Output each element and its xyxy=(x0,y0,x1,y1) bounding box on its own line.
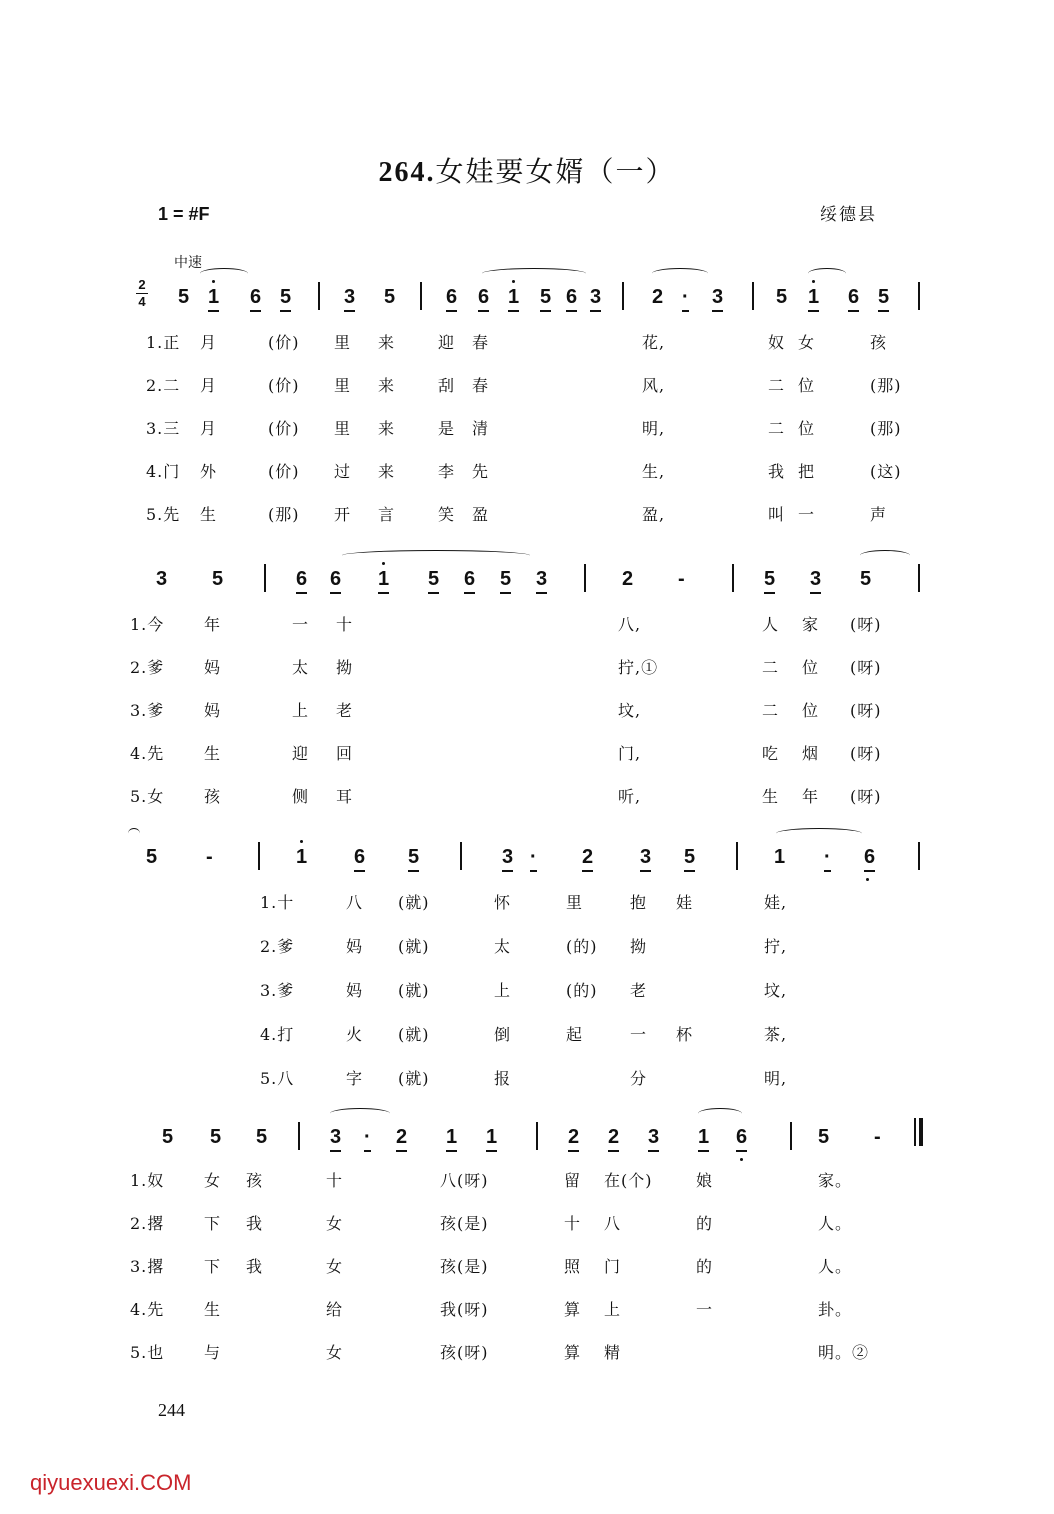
bar-line xyxy=(318,282,320,310)
lyric-syllable: 李 xyxy=(438,462,456,481)
bar-line xyxy=(584,564,586,592)
lyric-syllable: 娃 xyxy=(676,893,694,912)
jianpu-note: 1 xyxy=(446,1126,457,1152)
lyric-syllable: 上 xyxy=(604,1300,622,1319)
lyric-syllable: 娘 xyxy=(696,1171,714,1190)
jianpu-note: 6 xyxy=(864,846,875,872)
lyric-syllable: 老 xyxy=(630,981,648,1000)
lyric-syllable: (那) xyxy=(268,505,300,524)
lyric-syllable: (就) xyxy=(398,1025,430,1044)
lyric-syllable: 1.正 xyxy=(146,333,181,352)
lyric-syllable: 2.二 xyxy=(146,376,181,395)
lyric-syllable: 二 xyxy=(768,419,786,438)
lyric-syllable: 给 xyxy=(326,1300,344,1319)
jianpu-note: - xyxy=(874,1126,881,1148)
jianpu-note: 5 xyxy=(500,568,511,594)
lyric-syllable: 里 xyxy=(334,376,352,395)
lyric-syllable: 过 xyxy=(334,462,352,481)
lyric-syllable: 孩(是) xyxy=(440,1214,489,1233)
key-signature: 1 = #F xyxy=(158,204,210,224)
lyric-syllable: 精 xyxy=(604,1343,622,1362)
lyric-syllable: 4.先 xyxy=(130,1300,165,1319)
lyric-syllable: 刮 xyxy=(438,376,456,395)
lyric-syllable: 耳 xyxy=(336,787,354,806)
jianpu-note: 1 xyxy=(208,286,219,312)
lyric-syllable: 坟, xyxy=(618,701,642,720)
lyric-syllable: 叫 xyxy=(768,505,786,524)
lyric-syllable: 里 xyxy=(566,893,584,912)
lyric-syllable: 怀 xyxy=(494,893,512,912)
lyric-syllable: 里 xyxy=(334,419,352,438)
lyric-syllable: 下 xyxy=(204,1214,222,1233)
lyric-syllable: 女 xyxy=(326,1257,344,1276)
lyric-syllable: 明, xyxy=(764,1069,788,1088)
bar-line xyxy=(460,842,462,870)
jianpu-note: 1 xyxy=(378,568,389,594)
lyric-syllable: (价) xyxy=(268,376,300,395)
jianpu-note: 2 xyxy=(622,568,634,590)
lyric-syllable: 一 xyxy=(798,505,816,524)
jianpu-note: 1 xyxy=(508,286,519,312)
lyric-syllable: 太 xyxy=(494,937,512,956)
lyric-syllable: 拧,① xyxy=(618,658,659,677)
lyric-syllable: 4.门 xyxy=(146,462,181,481)
jianpu-note: 2 xyxy=(396,1126,407,1152)
lyric-syllable: 下 xyxy=(204,1257,222,1276)
jianpu-note: 6 xyxy=(354,846,365,872)
lyric-syllable: 笑 xyxy=(438,505,456,524)
lyric-syllable: 回 xyxy=(336,744,354,763)
lyric-syllable: (价) xyxy=(268,462,300,481)
lyric-syllable: (呀) xyxy=(850,615,882,634)
bar-line xyxy=(918,564,920,592)
slur xyxy=(808,268,846,279)
jianpu-note: 5 xyxy=(210,1126,222,1148)
jianpu-note: 5 xyxy=(384,286,396,308)
lyric-syllable: 女 xyxy=(326,1214,344,1233)
lyric-syllable: 门 xyxy=(604,1257,622,1276)
lyric-syllable: 月 xyxy=(200,419,218,438)
lyric-syllable: 我(呀) xyxy=(440,1300,489,1319)
lyric-syllable: 位 xyxy=(798,376,816,395)
lyric-syllable: 门, xyxy=(618,744,642,763)
jianpu-note: 3 xyxy=(156,568,168,590)
lyric-syllable: 八, xyxy=(618,615,642,634)
time-sig-bottom: 4 xyxy=(138,294,146,309)
lyric-syllable: 女 xyxy=(204,1171,222,1190)
jianpu-note: 1 xyxy=(698,1126,709,1152)
lyric-syllable: 花, xyxy=(642,333,666,352)
lyric-syllable: 妈 xyxy=(346,981,364,1000)
lyric-syllable: 一 xyxy=(696,1300,714,1319)
lyric-syllable: 照 xyxy=(564,1257,582,1276)
lyric-syllable: 烟 xyxy=(802,744,820,763)
lyric-syllable: 娃, xyxy=(764,893,788,912)
high-octave-dot xyxy=(512,280,515,283)
lyric-syllable: 分 xyxy=(630,1069,648,1088)
lyric-syllable: 3.爹 xyxy=(260,981,295,1000)
lyric-syllable: 2.爹 xyxy=(260,937,295,956)
lyric-syllable: 5.也 xyxy=(130,1343,165,1362)
lyric-syllable: 老 xyxy=(336,701,354,720)
lyric-syllable: (就) xyxy=(398,937,430,956)
lyric-syllable: 八(呀) xyxy=(440,1171,489,1190)
lyric-syllable: 吃 xyxy=(762,744,780,763)
lyric-syllable: 人 xyxy=(762,615,780,634)
lyric-syllable: 位 xyxy=(802,701,820,720)
lyric-syllable: 来 xyxy=(378,333,396,352)
lyric-syllable: 盈, xyxy=(642,505,666,524)
lyric-syllable: 十 xyxy=(336,615,354,634)
jianpu-note: 3 xyxy=(810,568,821,594)
bar-line xyxy=(790,1122,792,1150)
lyric-syllable: (价) xyxy=(268,333,300,352)
jianpu-note: 2 xyxy=(582,846,593,872)
lyric-syllable: (那) xyxy=(870,376,902,395)
jianpu-note: 5 xyxy=(776,286,788,308)
lyric-syllable: 人。 xyxy=(818,1257,853,1276)
bar-line xyxy=(258,842,260,870)
song-number: 264. xyxy=(378,157,436,188)
jianpu-note: 5 xyxy=(178,286,190,308)
jianpu-note: 6 xyxy=(330,568,341,594)
lyric-syllable: 留 xyxy=(564,1171,582,1190)
lyric-syllable: 二 xyxy=(768,376,786,395)
low-octave-dot xyxy=(740,1158,743,1161)
lyric-syllable: 在(个) xyxy=(604,1171,653,1190)
time-sig-top: 2 xyxy=(138,277,146,292)
page-number: 244 xyxy=(158,1400,185,1420)
bar-line xyxy=(298,1122,300,1150)
lyric-syllable: 算 xyxy=(564,1300,582,1319)
lyric-syllable: 起 xyxy=(566,1025,584,1044)
high-octave-dot xyxy=(212,280,215,283)
jianpu-note: 3 xyxy=(536,568,547,594)
bar-line xyxy=(918,282,920,310)
jianpu-note: 3 xyxy=(712,286,723,312)
lyric-syllable: 十 xyxy=(326,1171,344,1190)
slur xyxy=(698,1108,742,1119)
jianpu-note: 6 xyxy=(446,286,457,312)
slur xyxy=(330,1108,390,1119)
jianpu-note: · xyxy=(530,846,537,872)
lyric-syllable: 春 xyxy=(472,376,490,395)
lyric-syllable: 月 xyxy=(200,333,218,352)
jianpu-note: 5 xyxy=(280,286,291,312)
final-bar-thick xyxy=(919,1118,923,1146)
lyric-syllable: 3.撂 xyxy=(130,1257,165,1276)
lyric-syllable: 外 xyxy=(200,462,218,481)
lyric-syllable: 报 xyxy=(494,1069,512,1088)
lyric-syllable: 坟, xyxy=(764,981,788,1000)
lyric-syllable: (呀) xyxy=(850,787,882,806)
lyric-syllable: 迎 xyxy=(438,333,456,352)
lyric-syllable: (就) xyxy=(398,1069,430,1088)
lyric-syllable: (的) xyxy=(566,981,598,1000)
jianpu-note: 5 xyxy=(818,1126,830,1148)
lyric-syllable: 倒 xyxy=(494,1025,512,1044)
lyric-syllable: 八 xyxy=(346,893,364,912)
lyric-syllable: 年 xyxy=(204,615,222,634)
jianpu-note: 5 xyxy=(162,1126,174,1148)
bar-line xyxy=(420,282,422,310)
lyric-syllable: 孩(呀) xyxy=(440,1343,489,1362)
lyric-syllable: 我 xyxy=(246,1257,264,1276)
final-bar-thin xyxy=(914,1118,916,1146)
bar-line xyxy=(918,842,920,870)
lyric-syllable: 拗 xyxy=(630,937,648,956)
slur xyxy=(200,268,248,279)
lyric-syllable: 生 xyxy=(204,1300,222,1319)
lyric-syllable: 家。 xyxy=(818,1171,853,1190)
jianpu-note: 6 xyxy=(736,1126,747,1152)
lyric-syllable: (就) xyxy=(398,893,430,912)
jianpu-note: 1 xyxy=(808,286,819,312)
tempo-marking: 中速 xyxy=(174,255,202,271)
lyric-syllable: 妈 xyxy=(204,701,222,720)
lyric-syllable: 杯 xyxy=(676,1025,694,1044)
jianpu-note: 5 xyxy=(146,846,158,868)
lyric-syllable: (呀) xyxy=(850,658,882,677)
jianpu-note: - xyxy=(678,568,685,590)
lyric-syllable: 十 xyxy=(564,1214,582,1233)
lyric-syllable: 火 xyxy=(346,1025,364,1044)
lyric-syllable: 一 xyxy=(630,1025,648,1044)
lyric-syllable: 一 xyxy=(292,615,310,634)
lyric-syllable: 先 xyxy=(472,462,490,481)
lyric-syllable: 八 xyxy=(604,1214,622,1233)
jianpu-note: 6 xyxy=(250,286,261,312)
high-octave-dot xyxy=(382,562,385,565)
lyric-syllable: 风, xyxy=(642,376,666,395)
lyric-syllable: 盈 xyxy=(472,505,490,524)
lyric-syllable: (呀) xyxy=(850,744,882,763)
jianpu-note: 1 xyxy=(296,846,308,868)
jianpu-note: 5 xyxy=(428,568,439,594)
jianpu-note: · xyxy=(364,1126,371,1152)
jianpu-note: 6 xyxy=(848,286,859,312)
slur xyxy=(342,550,530,561)
lyric-syllable: 侧 xyxy=(292,787,310,806)
lyric-syllable: 春 xyxy=(472,333,490,352)
lyric-syllable: 5.女 xyxy=(130,787,165,806)
jianpu-note: 6 xyxy=(478,286,489,312)
jianpu-note: 2 xyxy=(608,1126,619,1152)
lyric-syllable: 的 xyxy=(696,1214,714,1233)
lyric-syllable: (价) xyxy=(268,419,300,438)
lyric-syllable: 言 xyxy=(378,505,396,524)
jianpu-note: 6 xyxy=(464,568,475,594)
jianpu-note: 6 xyxy=(566,286,577,312)
lyric-syllable: 太 xyxy=(292,658,310,677)
low-octave-dot xyxy=(866,878,869,881)
jianpu-note: 3 xyxy=(590,286,601,312)
lyric-syllable: 生 xyxy=(762,787,780,806)
lyric-syllable: 年 xyxy=(802,787,820,806)
lyric-syllable: (这) xyxy=(870,462,902,481)
lyric-syllable: 1.十 xyxy=(260,893,295,912)
jianpu-note: 3 xyxy=(330,1126,341,1152)
lyric-syllable: 明。② xyxy=(818,1343,870,1362)
lyric-syllable: 奴 xyxy=(768,333,786,352)
lyric-syllable: 5.八 xyxy=(260,1069,295,1088)
lyric-syllable: 月 xyxy=(200,376,218,395)
jianpu-note: 5 xyxy=(540,286,551,312)
lyric-syllable: 生, xyxy=(642,462,666,481)
lyric-syllable: 上 xyxy=(494,981,512,1000)
lyric-syllable: 声 xyxy=(870,505,888,524)
lyric-syllable: 清 xyxy=(472,419,490,438)
high-octave-dot xyxy=(300,840,303,843)
jianpu-note: · xyxy=(682,286,689,312)
bar-line xyxy=(736,842,738,870)
lyric-syllable: (就) xyxy=(398,981,430,1000)
lyric-syllable: 1.奴 xyxy=(130,1171,165,1190)
lyric-syllable: 拗 xyxy=(336,658,354,677)
jianpu-note: 2 xyxy=(568,1126,579,1152)
jianpu-note: · xyxy=(824,846,831,872)
jianpu-note: 1 xyxy=(486,1126,497,1152)
lyric-syllable: 卦。 xyxy=(818,1300,853,1319)
lyric-syllable: 生 xyxy=(204,744,222,763)
lyric-syllable: 来 xyxy=(378,462,396,481)
lyric-syllable: (的) xyxy=(566,937,598,956)
lyric-syllable: 二 xyxy=(762,658,780,677)
lyric-syllable: 2.撂 xyxy=(130,1214,165,1233)
lyric-syllable: 2.爹 xyxy=(130,658,165,677)
lyric-syllable: 迎 xyxy=(292,744,310,763)
lyric-syllable: 孩 xyxy=(246,1171,264,1190)
slur xyxy=(776,828,862,839)
lyric-syllable: 位 xyxy=(798,419,816,438)
lyric-syllable: 3.爹 xyxy=(130,701,165,720)
jianpu-note: - xyxy=(206,846,213,868)
lyric-syllable: 是 xyxy=(438,419,456,438)
lyric-syllable: 算 xyxy=(564,1343,582,1362)
jianpu-note: 3 xyxy=(502,846,513,872)
lyric-syllable: 来 xyxy=(378,419,396,438)
lyric-syllable: 我 xyxy=(246,1214,264,1233)
lyric-syllable: 家 xyxy=(802,615,820,634)
lyric-syllable: (那) xyxy=(870,419,902,438)
lyric-syllable: 孩 xyxy=(870,333,888,352)
lyric-syllable: 4.打 xyxy=(260,1025,295,1044)
lyric-syllable: 妈 xyxy=(204,658,222,677)
jianpu-note: 5 xyxy=(860,568,872,590)
jianpu-note: 5 xyxy=(256,1126,268,1148)
lyric-syllable: 女 xyxy=(798,333,816,352)
lyric-syllable: 位 xyxy=(802,658,820,677)
jianpu-note: 2 xyxy=(652,286,664,308)
jianpu-note: 5 xyxy=(408,846,419,872)
song-title xyxy=(0,150,1054,190)
jianpu-note: 5 xyxy=(212,568,224,590)
lyric-syllable: 里 xyxy=(334,333,352,352)
lyric-syllable: 孩(是) xyxy=(440,1257,489,1276)
jianpu-note: 3 xyxy=(648,1126,659,1152)
lyric-syllable: 的 xyxy=(696,1257,714,1276)
lyric-syllable: 来 xyxy=(378,376,396,395)
lyric-syllable: 开 xyxy=(334,505,352,524)
bar-line xyxy=(622,282,624,310)
lyric-syllable: 生 xyxy=(200,505,218,524)
lyric-syllable: 孩 xyxy=(204,787,222,806)
lyric-syllable: 茶, xyxy=(764,1025,788,1044)
jianpu-note: 5 xyxy=(878,286,889,312)
watermark: qiyuexuexi.COM xyxy=(30,1470,192,1495)
lyric-syllable: 妈 xyxy=(346,937,364,956)
bar-line xyxy=(264,564,266,592)
lyric-syllable: 听, xyxy=(618,787,642,806)
lyric-syllable: 人。 xyxy=(818,1214,853,1233)
lyric-syllable: 3.三 xyxy=(146,419,181,438)
lyric-syllable: 与 xyxy=(204,1343,222,1362)
lyric-syllable: 抱 xyxy=(630,893,648,912)
jianpu-note: 3 xyxy=(640,846,651,872)
lyric-syllable: 二 xyxy=(762,701,780,720)
lyric-syllable: (呀) xyxy=(850,701,882,720)
slur xyxy=(482,268,586,279)
jianpu-note: 5 xyxy=(684,846,695,872)
jianpu-note: 6 xyxy=(296,568,307,594)
slur xyxy=(652,268,708,279)
lyric-syllable: 把 xyxy=(798,462,816,481)
lyric-syllable: 我 xyxy=(768,462,786,481)
jianpu-note: 3 xyxy=(344,286,355,312)
lyric-syllable: 拧, xyxy=(764,937,788,956)
bar-line xyxy=(752,282,754,310)
slur xyxy=(860,550,910,561)
region-label: 绥德县 xyxy=(820,205,877,225)
lyric-syllable: 1.今 xyxy=(130,615,165,634)
high-octave-dot xyxy=(812,280,815,283)
jianpu-note: 1 xyxy=(774,846,786,868)
slur xyxy=(128,828,140,839)
lyric-syllable: 女 xyxy=(326,1343,344,1362)
bar-line xyxy=(536,1122,538,1150)
lyric-syllable: 上 xyxy=(292,701,310,720)
bar-line xyxy=(732,564,734,592)
lyric-syllable: 5.先 xyxy=(146,505,181,524)
lyric-syllable: 明, xyxy=(642,419,666,438)
time-signature xyxy=(136,278,148,309)
song-name: 女娃要女婿（一） xyxy=(435,155,676,188)
jianpu-note: 5 xyxy=(764,568,775,594)
lyric-syllable: 字 xyxy=(346,1069,364,1088)
lyric-syllable: 4.先 xyxy=(130,744,165,763)
